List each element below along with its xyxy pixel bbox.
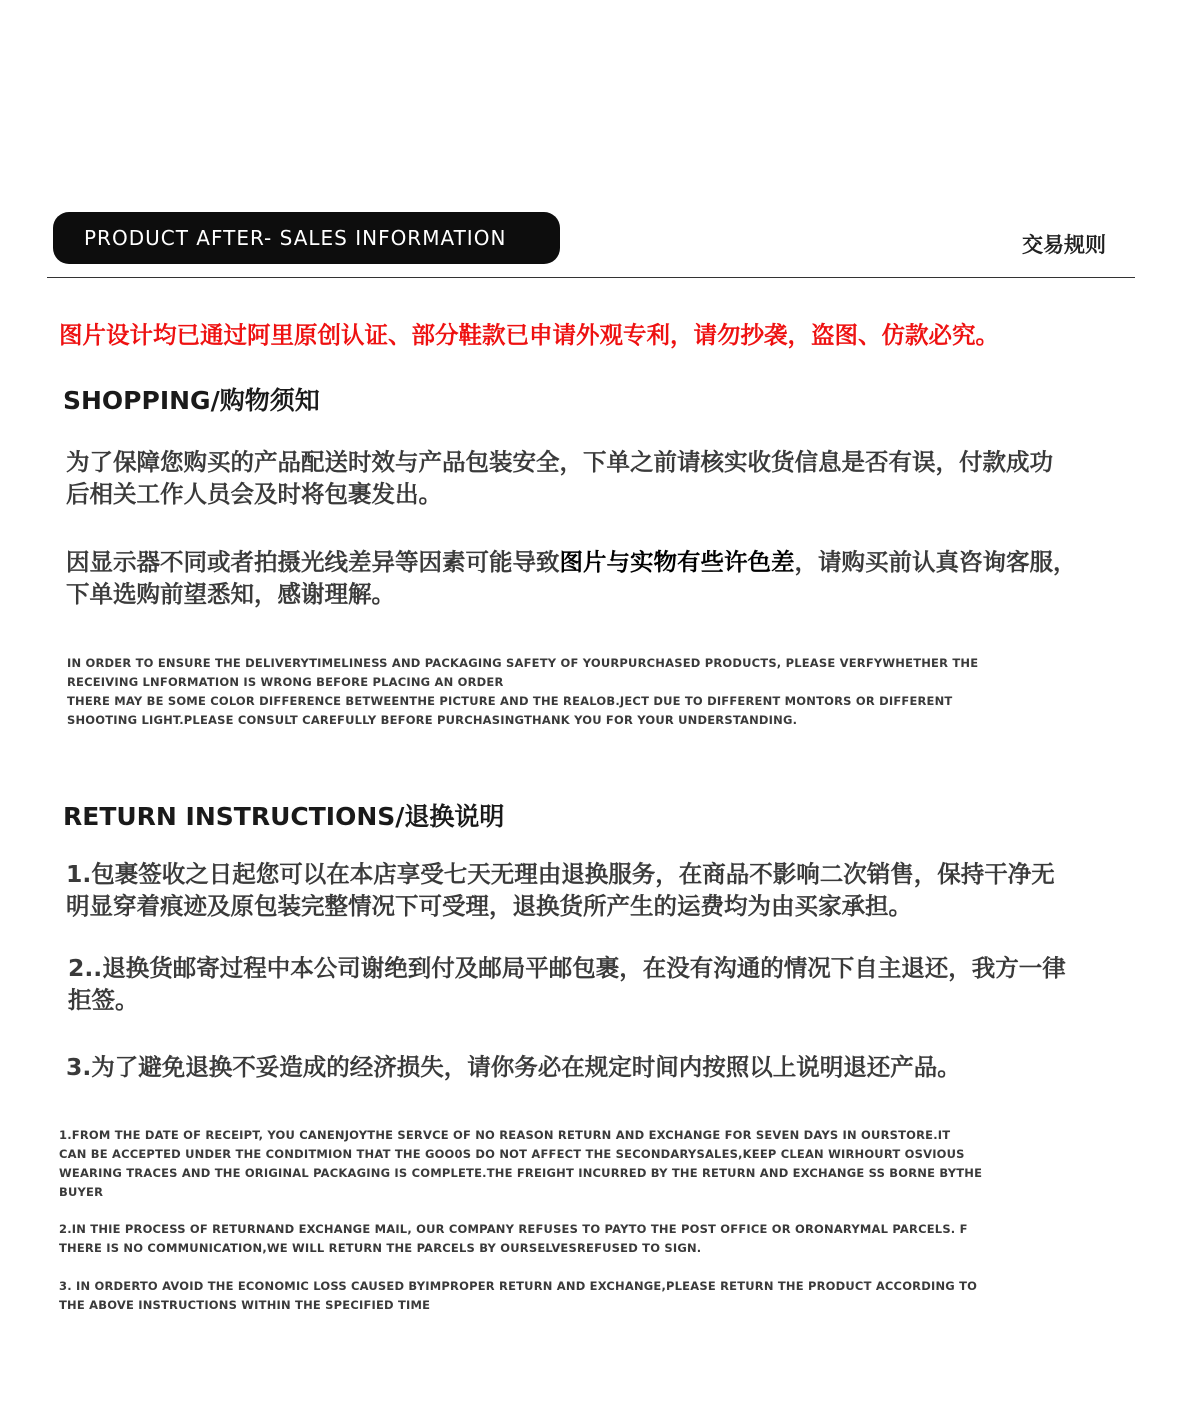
fine-line: CAN BE ACCEPTED UNDER THE CONDITMION THAT THE GOO0S DO NOT AFFECT THE SECONDARYSALES,KEEP CLEAN WIRHOURT OSVIOUS xyxy=(59,1147,965,1161)
return-fine-2 xyxy=(59,1220,968,1258)
return-fine-3 xyxy=(59,1277,977,1315)
shopping-para-2 xyxy=(66,546,1077,610)
header-divider xyxy=(47,277,1135,278)
fine-line: THE ABOVE INSTRUCTIONS WITHIN THE SPECIFIED TIME xyxy=(59,1298,431,1312)
return-item-3: 3.为了避免退换不妥造成的经济损失，请你务必在规定时间内按照以上说明退还产品。 xyxy=(66,1053,961,1081)
para-2-start: 因显示器不同或者拍摄光线差异等因素可能导致 xyxy=(66,548,560,576)
section-title-pill xyxy=(53,212,560,264)
section-title: PRODUCT AFTER- SALES INFORMATION xyxy=(84,226,507,250)
fine-line: IN ORDER TO ENSURE THE DELIVERYTIMELINESS AND PACKAGING SAFETY OF YOURPURCHASED PRODUCTS, PLEASE VERFYWHETHER THE xyxy=(67,656,979,670)
return-item-1-line: 明显穿着痕迹及原包装完整情况下可受理，退换货所产生的运费均为由买家承担。 xyxy=(66,892,912,920)
para-2-end: ，请购买前认真咨询客服， xyxy=(794,548,1077,576)
shopping-para-2-line xyxy=(66,546,1077,578)
shopping-para-1-line: 后相关工作人员会及时将包裹发出。 xyxy=(66,480,442,508)
shopping-para-1 xyxy=(66,446,1053,510)
fine-line: SHOOTING LIGHT.PLEASE CONSULT CAREFULLY BEFORE PURCHASINGTHANK YOU FOR YOUR UNDERSTANDING. xyxy=(67,713,798,727)
return-heading: RETURN INSTRUCTIONS/退换说明 xyxy=(63,802,505,831)
fine-line: 3. IN ORDERTO AVOID THE ECONOMIC LOSS CAUSED BYIMPROPER RETURN AND EXCHANGE,PLEASE RETURN THE PRODUCT ACCORDING TO xyxy=(59,1279,978,1293)
fine-line: 2.IN THIE PROCESS OF RETURNAND EXCHANGE MAIL, OUR COMPANY REFUSES TO PAYTO THE POST OFFICE OR ORONARYMAL PARCELS. F xyxy=(59,1222,968,1236)
shopping-heading: SHOPPING/购物须知 xyxy=(63,386,320,415)
color-difference-emphasis: 图片与实物有些许色差 xyxy=(559,548,795,576)
copyright-notice: 图片设计均已通过阿里原创认证、部分鞋款已申请外观专利，请勿抄袭，盗图、仿款必究。 xyxy=(59,321,999,349)
return-item-2-line: 2..退换货邮寄过程中本公司谢绝到付及邮局平邮包裹，在没有沟通的情况下自主退还，我方一律 xyxy=(68,954,1066,982)
shopping-para-2-line: 下单选购前望悉知，感谢理解。 xyxy=(66,580,395,608)
shopping-para-1-line: 为了保障您购买的产品配送时效与产品包装安全，下单之前请核实收货信息是否有误，付款成功 xyxy=(66,448,1053,476)
shopping-fine-print xyxy=(67,654,978,730)
return-item-1 xyxy=(66,858,1055,922)
return-item-2-line: 拒签。 xyxy=(68,986,139,1014)
return-fine-1 xyxy=(59,1126,982,1202)
fine-line: THERE MAY BE SOME COLOR DIFFERENCE BETWEENTHE PICTURE AND THE REALOB.JECT DUE TO DIFFERENT MONTORS OR DIFFERENT xyxy=(67,694,953,708)
fine-line: RECEIVING LNFORMATION IS WRONG BEFORE PLACING AN ORDER xyxy=(67,675,504,689)
fine-line: THERE IS NO COMMUNICATION,WE WILL RETURN THE PARCELS BY OURSELVESREFUSED TO SIGN. xyxy=(59,1241,702,1255)
return-item-1-line: 1.包裹签收之日起您可以在本店享受七天无理由退换服务，在商品不影响二次销售，保持干净无 xyxy=(66,860,1055,888)
fine-line: 1.FROM THE DATE OF RECEIPT, YOU CANENJOYTHE SERVCE OF NO REASON RETURN AND EXCHANGE FOR SEVEN DAYS IN OURSTORE.IT xyxy=(59,1128,951,1142)
fine-line: WEARING TRACES AND THE ORIGINAL PACKAGING IS COMPLETE.THE FREIGHT INCURRED BY THE RETURN AND EXCHANGE SS BORNE BYTHE xyxy=(59,1166,983,1180)
return-item-2 xyxy=(68,952,1066,1016)
trade-rules-label: 交易规则 xyxy=(1022,233,1106,257)
fine-line: BUYER xyxy=(59,1185,104,1199)
